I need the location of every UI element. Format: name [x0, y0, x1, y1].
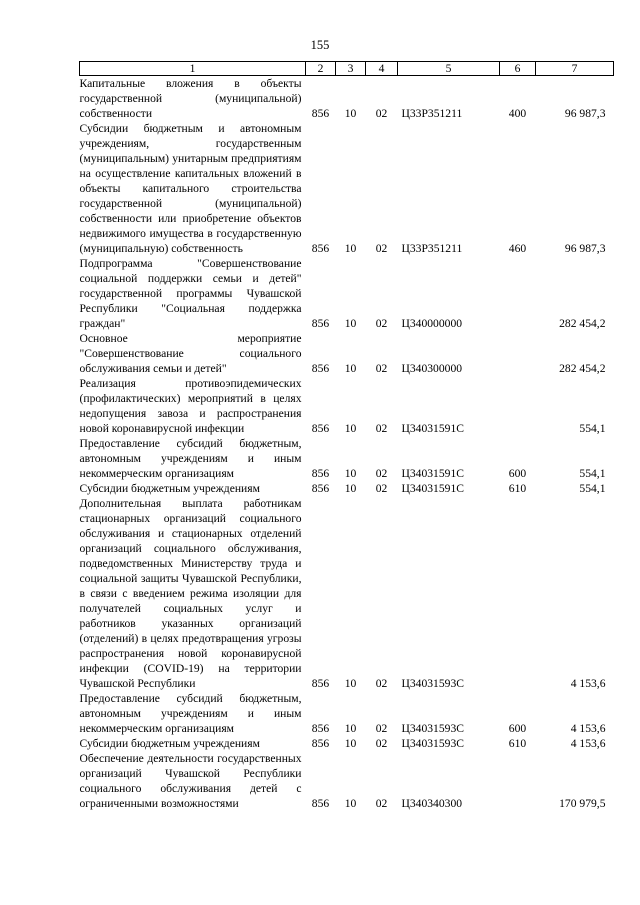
row-section-cell: 10 — [344, 467, 357, 480]
budget-table — [79, 61, 614, 811]
row-section-cell: 10 — [344, 722, 357, 735]
row-subsection-cell: 02 — [375, 677, 388, 690]
page-number: 155 — [310, 38, 330, 52]
row-ministry-cell: 856 — [311, 362, 330, 375]
table-row — [80, 331, 614, 376]
column-header-ministry: 2 — [306, 62, 336, 76]
row-ministry-cell: 856 — [311, 317, 330, 330]
table-row — [80, 481, 614, 496]
table-row — [80, 736, 614, 751]
column-header-target: 5 — [398, 62, 500, 76]
row-expense-type-cell — [500, 496, 536, 691]
table-row — [80, 691, 614, 736]
row-amount-cell: 4 153,6 — [570, 722, 606, 735]
row-name-cell: Предоставление субсидий бюджетным, автономным учреждениям и иным некоммерческим организациям — [79, 437, 302, 480]
column-header-expense-type: 6 — [500, 62, 536, 76]
row-section-cell: 10 — [344, 107, 357, 120]
table-row — [80, 376, 614, 436]
row-subsection-cell: 02 — [375, 722, 388, 735]
row-name-cell: Субсидии бюджетным и автономным учреждениям, государственным (муниципальным) унитарным предприятиям на осуществление капитальных вложений в объекты капитального строительства государственной (муниципальной) собственности или приобретение объектов недвижимого имущества в государственную (муниципальную) собственность — [79, 122, 302, 255]
table-header-row — [80, 62, 614, 76]
row-ministry-cell: 856 — [311, 797, 330, 810]
row-section-cell: 10 — [344, 422, 357, 435]
row-expense-type-cell: 600 — [508, 467, 527, 480]
column-header-name: 1 — [80, 62, 306, 76]
row-subsection-cell: 02 — [375, 362, 388, 375]
row-ministry-cell: 856 — [311, 242, 330, 255]
row-subsection-cell: 02 — [375, 737, 388, 750]
row-target-code-cell: Ц33Р351211 — [401, 107, 463, 120]
row-amount-cell: 282 454,2 — [559, 317, 606, 330]
row-subsection-cell: 02 — [375, 317, 388, 330]
row-amount-cell: 282 454,2 — [559, 362, 606, 375]
row-amount-cell: 554,1 — [579, 422, 606, 435]
row-expense-type-cell — [500, 331, 536, 376]
row-ministry-cell: 856 — [311, 737, 330, 750]
row-section-cell: 10 — [344, 242, 357, 255]
table-row — [80, 256, 614, 331]
column-header-amount: 7 — [536, 62, 614, 76]
row-name-cell: Обеспечение деятельности государственных организаций Чувашской Республики социального обслуживания детей с ограниченными возможностями — [79, 752, 302, 810]
table-row — [80, 76, 614, 122]
table-row — [80, 496, 614, 691]
row-name-cell: Субсидии бюджетным учреждениям — [79, 737, 260, 750]
row-ministry-cell: 856 — [311, 482, 330, 495]
row-amount-cell: 170 979,5 — [559, 797, 606, 810]
row-target-code-cell: Ц34031593С — [401, 737, 464, 750]
row-target-code-cell: Ц34031593С — [401, 677, 464, 690]
row-amount-cell: 554,1 — [579, 467, 606, 480]
row-subsection-cell: 02 — [375, 482, 388, 495]
row-expense-type-cell — [500, 376, 536, 436]
row-section-cell: 10 — [344, 482, 357, 495]
column-header-section: 3 — [336, 62, 366, 76]
row-expense-type-cell — [500, 751, 536, 811]
row-target-code-cell: Ц34031593С — [401, 722, 464, 735]
row-subsection-cell: 02 — [375, 242, 388, 255]
row-target-code-cell: Ц34031591С — [401, 467, 464, 480]
row-target-code-cell: Ц33Р351211 — [401, 242, 463, 255]
table-row — [80, 436, 614, 481]
row-ministry-cell: 856 — [311, 422, 330, 435]
row-name-cell: Подпрограмма "Совершенствование социальной поддержки семьи и детей" государственной программы Чувашской Республики "Социальная поддержка граждан" — [79, 257, 302, 330]
row-ministry-cell: 856 — [311, 722, 330, 735]
row-name-cell: Капитальные вложения в объекты государственной (муниципальной) собственности — [79, 77, 302, 120]
row-amount-cell: 96 987,3 — [564, 242, 606, 255]
row-target-code-cell: Ц34031591С — [401, 422, 464, 435]
column-header-subsection: 4 — [366, 62, 398, 76]
row-amount-cell: 554,1 — [579, 482, 606, 495]
row-section-cell: 10 — [344, 677, 357, 690]
row-expense-type-cell: 460 — [508, 242, 527, 255]
row-section-cell: 10 — [344, 362, 357, 375]
table-row — [80, 121, 614, 256]
row-name-cell: Предоставление субсидий бюджетным, автономным учреждениям и иным некоммерческим организациям — [79, 692, 302, 735]
row-expense-type-cell: 610 — [508, 737, 527, 750]
row-expense-type-cell: 400 — [508, 107, 527, 120]
row-target-code-cell: Ц340000000 — [401, 317, 463, 330]
row-amount-cell: 96 987,3 — [564, 107, 606, 120]
row-name-cell: Реализация противоэпидемических (профилактических) мероприятий в целях недопущения завоза и распространения новой коронавирусной инфекции — [79, 377, 302, 435]
row-amount-cell: 4 153,6 — [570, 677, 606, 690]
row-subsection-cell: 02 — [375, 797, 388, 810]
row-name-cell: Основное мероприятие "Совершенствование социального обслуживания семьи и детей" — [79, 332, 302, 375]
row-section-cell: 10 — [344, 797, 357, 810]
row-ministry-cell: 856 — [311, 677, 330, 690]
table-row — [80, 751, 614, 811]
row-section-cell: 10 — [344, 317, 357, 330]
row-target-code-cell: Ц340340300 — [401, 797, 463, 810]
row-ministry-cell: 856 — [311, 467, 330, 480]
row-section-cell: 10 — [344, 737, 357, 750]
row-name-cell: Субсидии бюджетным учреждениям — [79, 482, 260, 495]
row-ministry-cell: 856 — [311, 107, 330, 120]
row-subsection-cell: 02 — [375, 107, 388, 120]
row-name-cell: Дополнительная выплата работникам стационарных организаций социального обслуживания и стационарных отделений организаций социального обслуживания, подведомственных Министерству труда и социальной защиты Чувашской Республики, в связи с введением режима изоляции для получателей социальных услуг и работников указанных организаций (отделений) в целях предотвращения угрозы распространения новой коронавирусной инфекции (COVID-19) на территории Чувашской Республики — [79, 497, 302, 690]
row-expense-type-cell — [500, 256, 536, 331]
row-amount-cell: 4 153,6 — [570, 737, 606, 750]
row-target-code-cell: Ц340300000 — [401, 362, 463, 375]
row-subsection-cell: 02 — [375, 467, 388, 480]
row-expense-type-cell: 600 — [508, 722, 527, 735]
row-subsection-cell: 02 — [375, 422, 388, 435]
row-expense-type-cell: 610 — [508, 482, 527, 495]
row-target-code-cell: Ц34031591С — [401, 482, 464, 495]
